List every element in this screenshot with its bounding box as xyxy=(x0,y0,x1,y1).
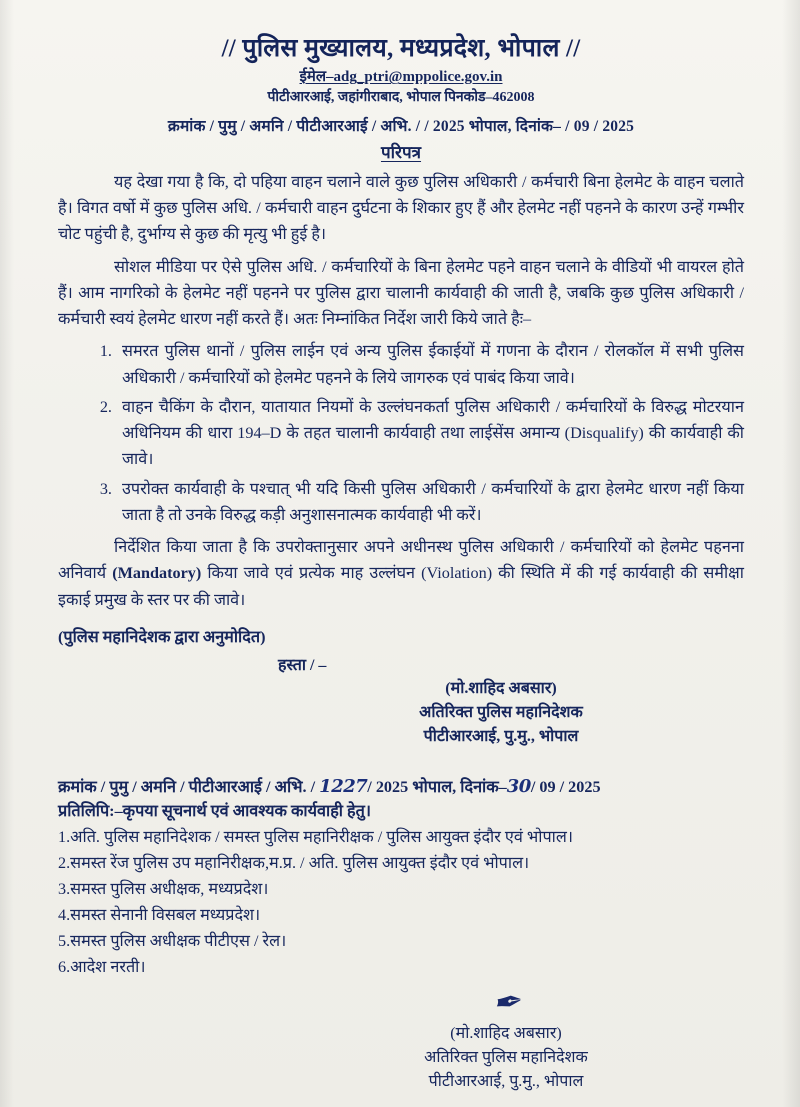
instruction-list xyxy=(58,338,744,528)
copy-to-heading: प्रतिलिपि:–कृपया सूचनार्थ एवं आवश्यक कार्यवाही हेतु। xyxy=(58,801,372,820)
page-title: // पुलिस मुख्यालय, मध्यप्रदेश, भोपाल // xyxy=(221,35,581,62)
office-address: पीटीआरआई, जहांगीराबाद, भोपाल पिनकोड–462008 xyxy=(267,90,535,105)
reference-line: क्रमांक / पुमु / अमनि / पीटीआरआई / अभि. / / 2025 भोपाल, दिनांक– / 09 / 2025 xyxy=(167,118,635,135)
paragraph-1: यह देखा गया है कि, दो पहिया वाहन चलाने वाले कुछ पुलिस अधिकारी / कर्मचारी बिना हेलमेट के वाहन चलाते है। विगत वर्षो में कुछ पुलिस अधि. / कर्मचारी वाहन दुर्घटना के शिकार हुए हैं और हेलमेट नहीं पहनने के कारण उन्हें गम्भीर चोट पहुंची है, दुर्भाग्य से कुछ की मृत्यु भी हुई है। xyxy=(58,173,744,244)
mandatory-emphasis: (Mandatory) xyxy=(112,564,202,583)
handwritten-signature-icon: ✒ xyxy=(489,981,523,1026)
footer-signatory-name: (मो.शाहिद अबसार) xyxy=(450,1025,562,1043)
approval-note: (पुलिस महानिदेशक द्वारा अनुमोदित) xyxy=(58,627,266,646)
endorsement-date: 30 xyxy=(506,775,531,797)
closing-text-part1: निर्देशित किया जाता है कि उपरोक्तानुसार अपने अधीनस्थ पुलिस अधिकारी / कर्मचारियों को हेलमेट पहनना अनिवार्य xyxy=(58,538,744,583)
distribution-list xyxy=(58,825,744,981)
list-item: 1.अति. पुलिस महानिदेशक / समस्त पुलिस महानिरीक्षक / पुलिस आयुक्त इंदौर एवं भोपाल। xyxy=(58,827,573,846)
closing-paragraph xyxy=(58,534,744,613)
endorsement-suffix: / 09 / 2025 xyxy=(530,777,601,796)
signatory-name: (मो.शाहिद अबसार) xyxy=(445,679,557,697)
document-subject: परिपत्र xyxy=(380,143,422,162)
footer-signatory-office: पीटीआरआई, पु.मु., भोपाल xyxy=(428,1073,584,1091)
endorsement-number: 1227 xyxy=(319,775,368,797)
circular-document xyxy=(58,30,744,1094)
list-item: 3.समस्त पुलिस अधीक्षक, मध्यप्रदेश। xyxy=(58,879,269,898)
closing-text-part2: किया जावे एवं प्रत्येक माह उल्लंघन (Violation) की स्थिति में की गई कार्यवाही की समीक्षा इकाई प्रमुख के स्तर पर की जावे। xyxy=(58,564,744,609)
list-item: 6.आदेश नरती। xyxy=(58,958,146,977)
footer-signatory-designation: अतिरिक्त पुलिस महानिदेशक xyxy=(424,1049,588,1067)
footer-signature-block xyxy=(58,981,744,1094)
endorsement-prefix: क्रमांक / पुमु / अमनि / पीटीआरआई / अभि. / xyxy=(58,777,320,796)
list-item: 2.समस्त रेंज पुलिस उप महानिरीक्षक,म.प्र. / अति. पुलिस आयुक्त इंदौर एवं भोपाल। xyxy=(58,853,530,872)
list-item: 3. उपरोक्त कार्यवाही के पश्चात् भी यदि किसी पुलिस अधिकारी / कर्मचारियों के द्वारा हेलमेट धारण नहीं किया जाता है तो उनके विरुद्ध कड़ी अनुशासनात्मक कार्यवाही भी करें। xyxy=(116,476,744,528)
list-item: 5.समस्त पुलिस अधीक्षक पीटीएस / रेल। xyxy=(58,932,287,951)
endorsement-reference-line xyxy=(58,775,744,797)
contact-email: ईमेल–adg_ptri@mppolice.gov.in xyxy=(299,69,503,85)
list-item: 2. वाहन चैकिंग के दौरान, यातायात नियमों के उल्लंघनकर्ता पुलिस अधिकारी / कर्मचारियों के विरुद्ध मोटरयान अधिनियम की धारा 194–D के तहत चालानी कार्यवाही तथा लाईसेंस अमान्य (Disqualify) की कार्यवाही की जावे। xyxy=(116,394,744,473)
signatory-designation: अतिरिक्त पुलिस महानिदेशक xyxy=(419,703,583,721)
paragraph-2: सोशल मीडिया पर ऐसे पुलिस अधि. / कर्मचारियों के बिना हेलमेट पहने वाहन चलाने के वीडियों भी वायरल होते हैं। आम नागरिको के हेलमेट नहीं पहनने पर पुलिस द्वारा चालानी कार्यवाही की जाती है, जबकि कुछ पुलिस अधिकारी / कर्मचारी स्वयं हेलमेट धारण नहीं करते हैं। अतः निम्नांकित निर्देश जारी किये जाते हैः– xyxy=(58,257,744,329)
signature-hasta: हस्ता / – xyxy=(278,656,327,674)
endorsement-middle: / 2025 भोपाल, दिनांक– xyxy=(367,777,507,796)
list-item: 1. समरत पुलिस थानों / पुलिस लाईन एवं अन्य पुलिस ईकाईयों में गणना के दौरान / रोलकॉल में सभी पुलिस अधिकारी / कर्मचारियों को हेलमेट पहनने के लिये जागरुक एवं पाबंद किया जावे। xyxy=(116,338,744,390)
signatory-office: पीटीआरआई, पु.मु., भोपाल xyxy=(423,727,579,745)
signature-block xyxy=(58,677,744,749)
list-item: 4.समस्त सेनानी विसबल मध्यप्रदेश। xyxy=(58,906,261,925)
